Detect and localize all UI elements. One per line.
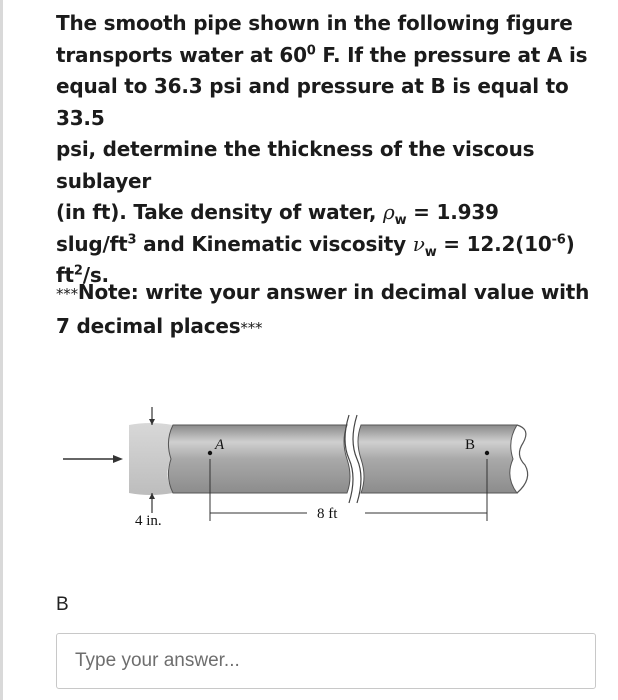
question-line-7a: ft [56,263,74,287]
rho-subscript: w [394,213,407,228]
pipe-figure [55,395,535,545]
question-line-1: The smooth pipe shown in the following figure [56,11,573,35]
nu-subscript: w [424,244,437,260]
question-line-5b: = 1.939 [406,200,499,224]
part-label: B [56,594,69,615]
length-label: 8 ft [317,506,338,522]
point-a-label: A [215,437,225,453]
point-b-marker [485,451,489,455]
nu-symbol: ν [412,231,425,256]
point-b-label: B [465,437,476,453]
question-line-6a: slug/ft [56,231,128,256]
note-text [56,277,604,344]
note-body: Note: write your answer in decimal value with 7 decimal places [56,280,590,338]
answer-input[interactable] [56,633,596,689]
note-stars-open: *** [56,285,78,303]
question-line-6c: = 12.2(10 [436,231,552,256]
question-line-3: equal to 36.3 psi and pressure at B is equal to 33.5 [56,74,569,130]
degree-superscript: 0 [306,42,316,58]
flow-arrow-icon [113,455,123,463]
question-line-7b: /s. [82,263,109,287]
question-text [56,8,604,292]
pipe-segment-right [358,425,517,493]
question-line-5a: (in ft). Take density of water, [56,200,384,224]
pipe-right-end [517,425,528,493]
question-line-4: psi, determine the thickness of the viscous sublayer [56,137,535,193]
question-line-6d: ) [565,231,575,256]
exponent-superscript: -6 [551,231,566,247]
diameter-label: 4 in. [135,513,162,529]
left-border [0,0,3,700]
pipe-left-end [129,423,173,495]
question-line-2b: F. If the pressure at A is [315,42,588,67]
question-line-2a: transports water at 60 [56,42,307,67]
question-line-6b: and Kinematic viscosity [136,231,413,256]
rho-symbol: ρ [383,200,395,224]
note-stars-close: *** [240,318,263,337]
point-a-marker [208,451,212,455]
pipe-segment-left [168,425,350,493]
squared-superscript: 2 [73,263,83,279]
cubed-superscript: 3 [127,231,137,247]
